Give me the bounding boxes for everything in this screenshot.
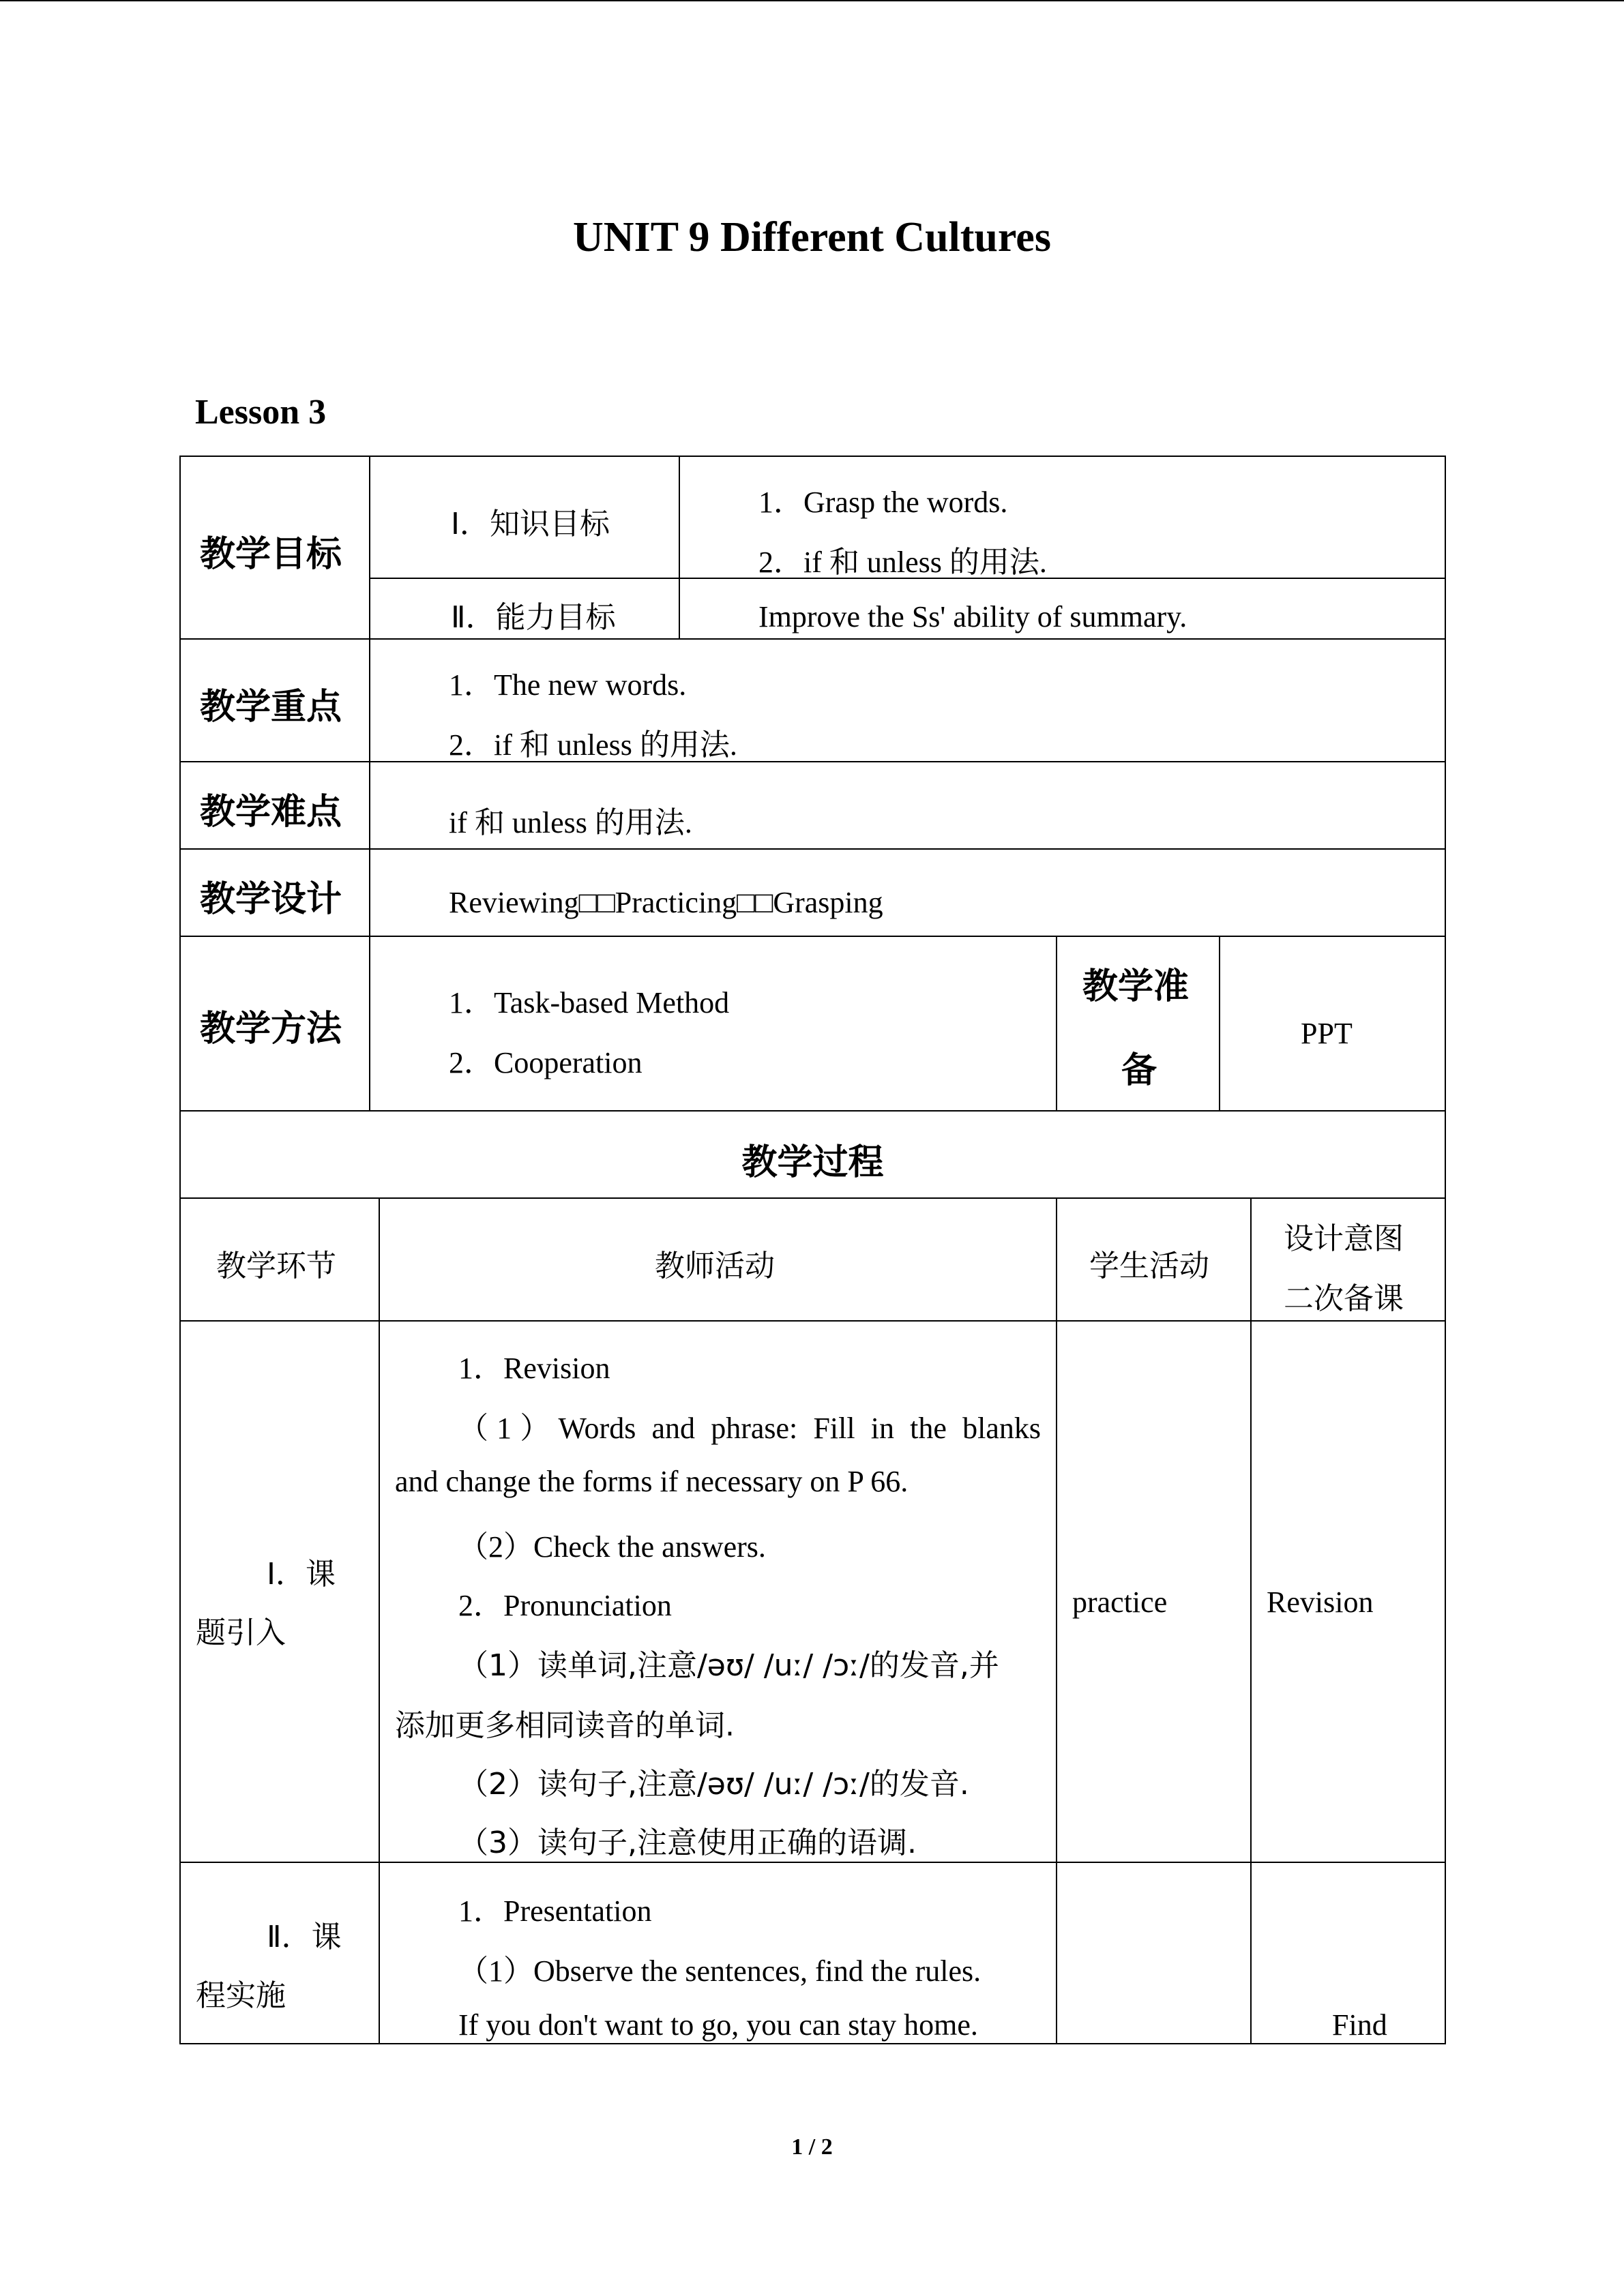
stage-label-line: Ⅱ．课: [267, 1920, 342, 1954]
teacher-activity-cell: [379, 1320, 1057, 1863]
process-title-cell: [179, 1110, 1446, 1199]
student-activity-cell: [1056, 1862, 1252, 2044]
objectives-label-cell: [179, 456, 370, 640]
lesson-heading: Lesson 3: [195, 393, 327, 432]
column-header-purpose: 设计意图: [1284, 1221, 1404, 1256]
design-label-cell: [179, 848, 370, 937]
document-title: UNIT 9 Different Cultures: [573, 214, 1051, 260]
key-points-label-cell: [179, 638, 370, 762]
student-activity: practice: [1072, 1585, 1168, 1619]
knowledge-goal-label-cell: [369, 456, 680, 579]
column-header-student: 学生活动: [1089, 1249, 1209, 1283]
student-activity-cell: [1056, 1320, 1252, 1863]
difficult-points-label: 教学难点: [200, 792, 342, 833]
teacher-activity-cell: [379, 1862, 1057, 2044]
methods-label-cell: [179, 936, 370, 1112]
design-text: Reviewing□□Practicing□□Grasping: [449, 886, 883, 919]
design-purpose-cell: [1250, 1320, 1446, 1863]
process-title: 教学过程: [741, 1142, 884, 1183]
teacher-activity-line: （3）读句子,注意使用正确的语调.: [458, 1825, 917, 1860]
knowledge-goal-label: Ⅰ．知识目标: [451, 507, 610, 541]
teacher-activity-line: 1．Revision: [458, 1352, 610, 1385]
design-purpose: Revision: [1267, 1585, 1374, 1619]
key-points-label: 教学重点: [200, 687, 342, 728]
teacher-activity-line: （1）读单词,注意/əʊ/ /uː/ /ɔː/的发音,并: [458, 1648, 999, 1683]
teacher-activity-line: （2）Check the answers.: [458, 1530, 766, 1564]
key-point-item: 1．The new words.: [449, 668, 687, 702]
difficult-points-content-cell: [369, 761, 1446, 850]
stage-label-line: 题引入: [196, 1615, 286, 1650]
teacher-activity-line: 添加更多相同读音的单词.: [395, 1708, 735, 1743]
stage-label-line: Ⅰ．课: [267, 1557, 336, 1592]
difficult-points-label-cell: [179, 761, 370, 850]
column-header-stage: 教学环节: [216, 1249, 336, 1283]
column-header-purpose-cell: [1250, 1197, 1446, 1322]
column-header-teacher: 教师活动: [655, 1249, 775, 1283]
method-item: 2．Cooperation: [449, 1046, 643, 1079]
teacher-activity-line: 2．Pronunciation: [458, 1589, 672, 1622]
objectives-label: 教学目标: [200, 534, 342, 575]
design-purpose-cell: [1250, 1862, 1446, 2044]
methods-label: 教学方法: [200, 1009, 342, 1049]
ability-goal-content-cell: [679, 578, 1446, 640]
design-label: 教学设计: [200, 879, 342, 920]
stage-cell: [179, 1862, 380, 2044]
top-border-line: [0, 0, 1624, 1]
knowledge-goal-item: 1．Grasp the words.: [758, 486, 1008, 519]
difficult-points-text: if 和 unless 的用法.: [449, 806, 692, 839]
stage-cell: [179, 1320, 380, 1863]
ability-goal-label-cell: [369, 578, 680, 640]
knowledge-goal-item: 2．if 和 unless 的用法.: [758, 546, 1047, 579]
preparation-label-cell: [1056, 936, 1220, 1112]
methods-content-cell: [369, 936, 1057, 1112]
knowledge-goal-content-cell: [679, 456, 1446, 579]
preparation-value: PPT: [1301, 1017, 1353, 1050]
teacher-activity-line: 1．Presentation: [458, 1894, 652, 1928]
teacher-activity-line: If you don't want to go, you can stay home.: [458, 2008, 978, 2042]
ability-goal-text: Improve the Ss' ability of summary.: [758, 600, 1187, 633]
teacher-activity-line: （2）读句子,注意/əʊ/ /uː/ /ɔː/的发音.: [458, 1767, 969, 1802]
preparation-label-line: 备: [1121, 1050, 1157, 1091]
column-header-stage-cell: [179, 1197, 380, 1322]
teacher-activity-line: （1）Observe the sentences, find the rules.: [458, 1954, 981, 1988]
page-number: 1 / 2: [791, 2134, 833, 2160]
stage-label-line: 程实施: [196, 1978, 286, 2013]
preparation-value-cell: [1219, 936, 1446, 1112]
ability-goal-label: Ⅱ．能力目标: [451, 600, 616, 635]
preparation-label-line: 教学准: [1082, 966, 1190, 1007]
column-header-student-cell: [1056, 1197, 1252, 1322]
design-purpose: Find: [1332, 2008, 1387, 2042]
design-content-cell: [369, 848, 1446, 937]
column-header-second-prep: 二次备课: [1284, 1281, 1404, 1316]
key-point-item: 2．if 和 unless 的用法.: [449, 728, 737, 762]
column-header-teacher-cell: [379, 1197, 1057, 1322]
method-item: 1．Task-based Method: [449, 986, 730, 1019]
teacher-activity-line: （1）Words and phrase: Fill in the blanks: [458, 1412, 1041, 1445]
teacher-activity-line: and change the forms if necessary on P 66.: [395, 1465, 909, 1498]
key-points-content-cell: [369, 638, 1446, 762]
